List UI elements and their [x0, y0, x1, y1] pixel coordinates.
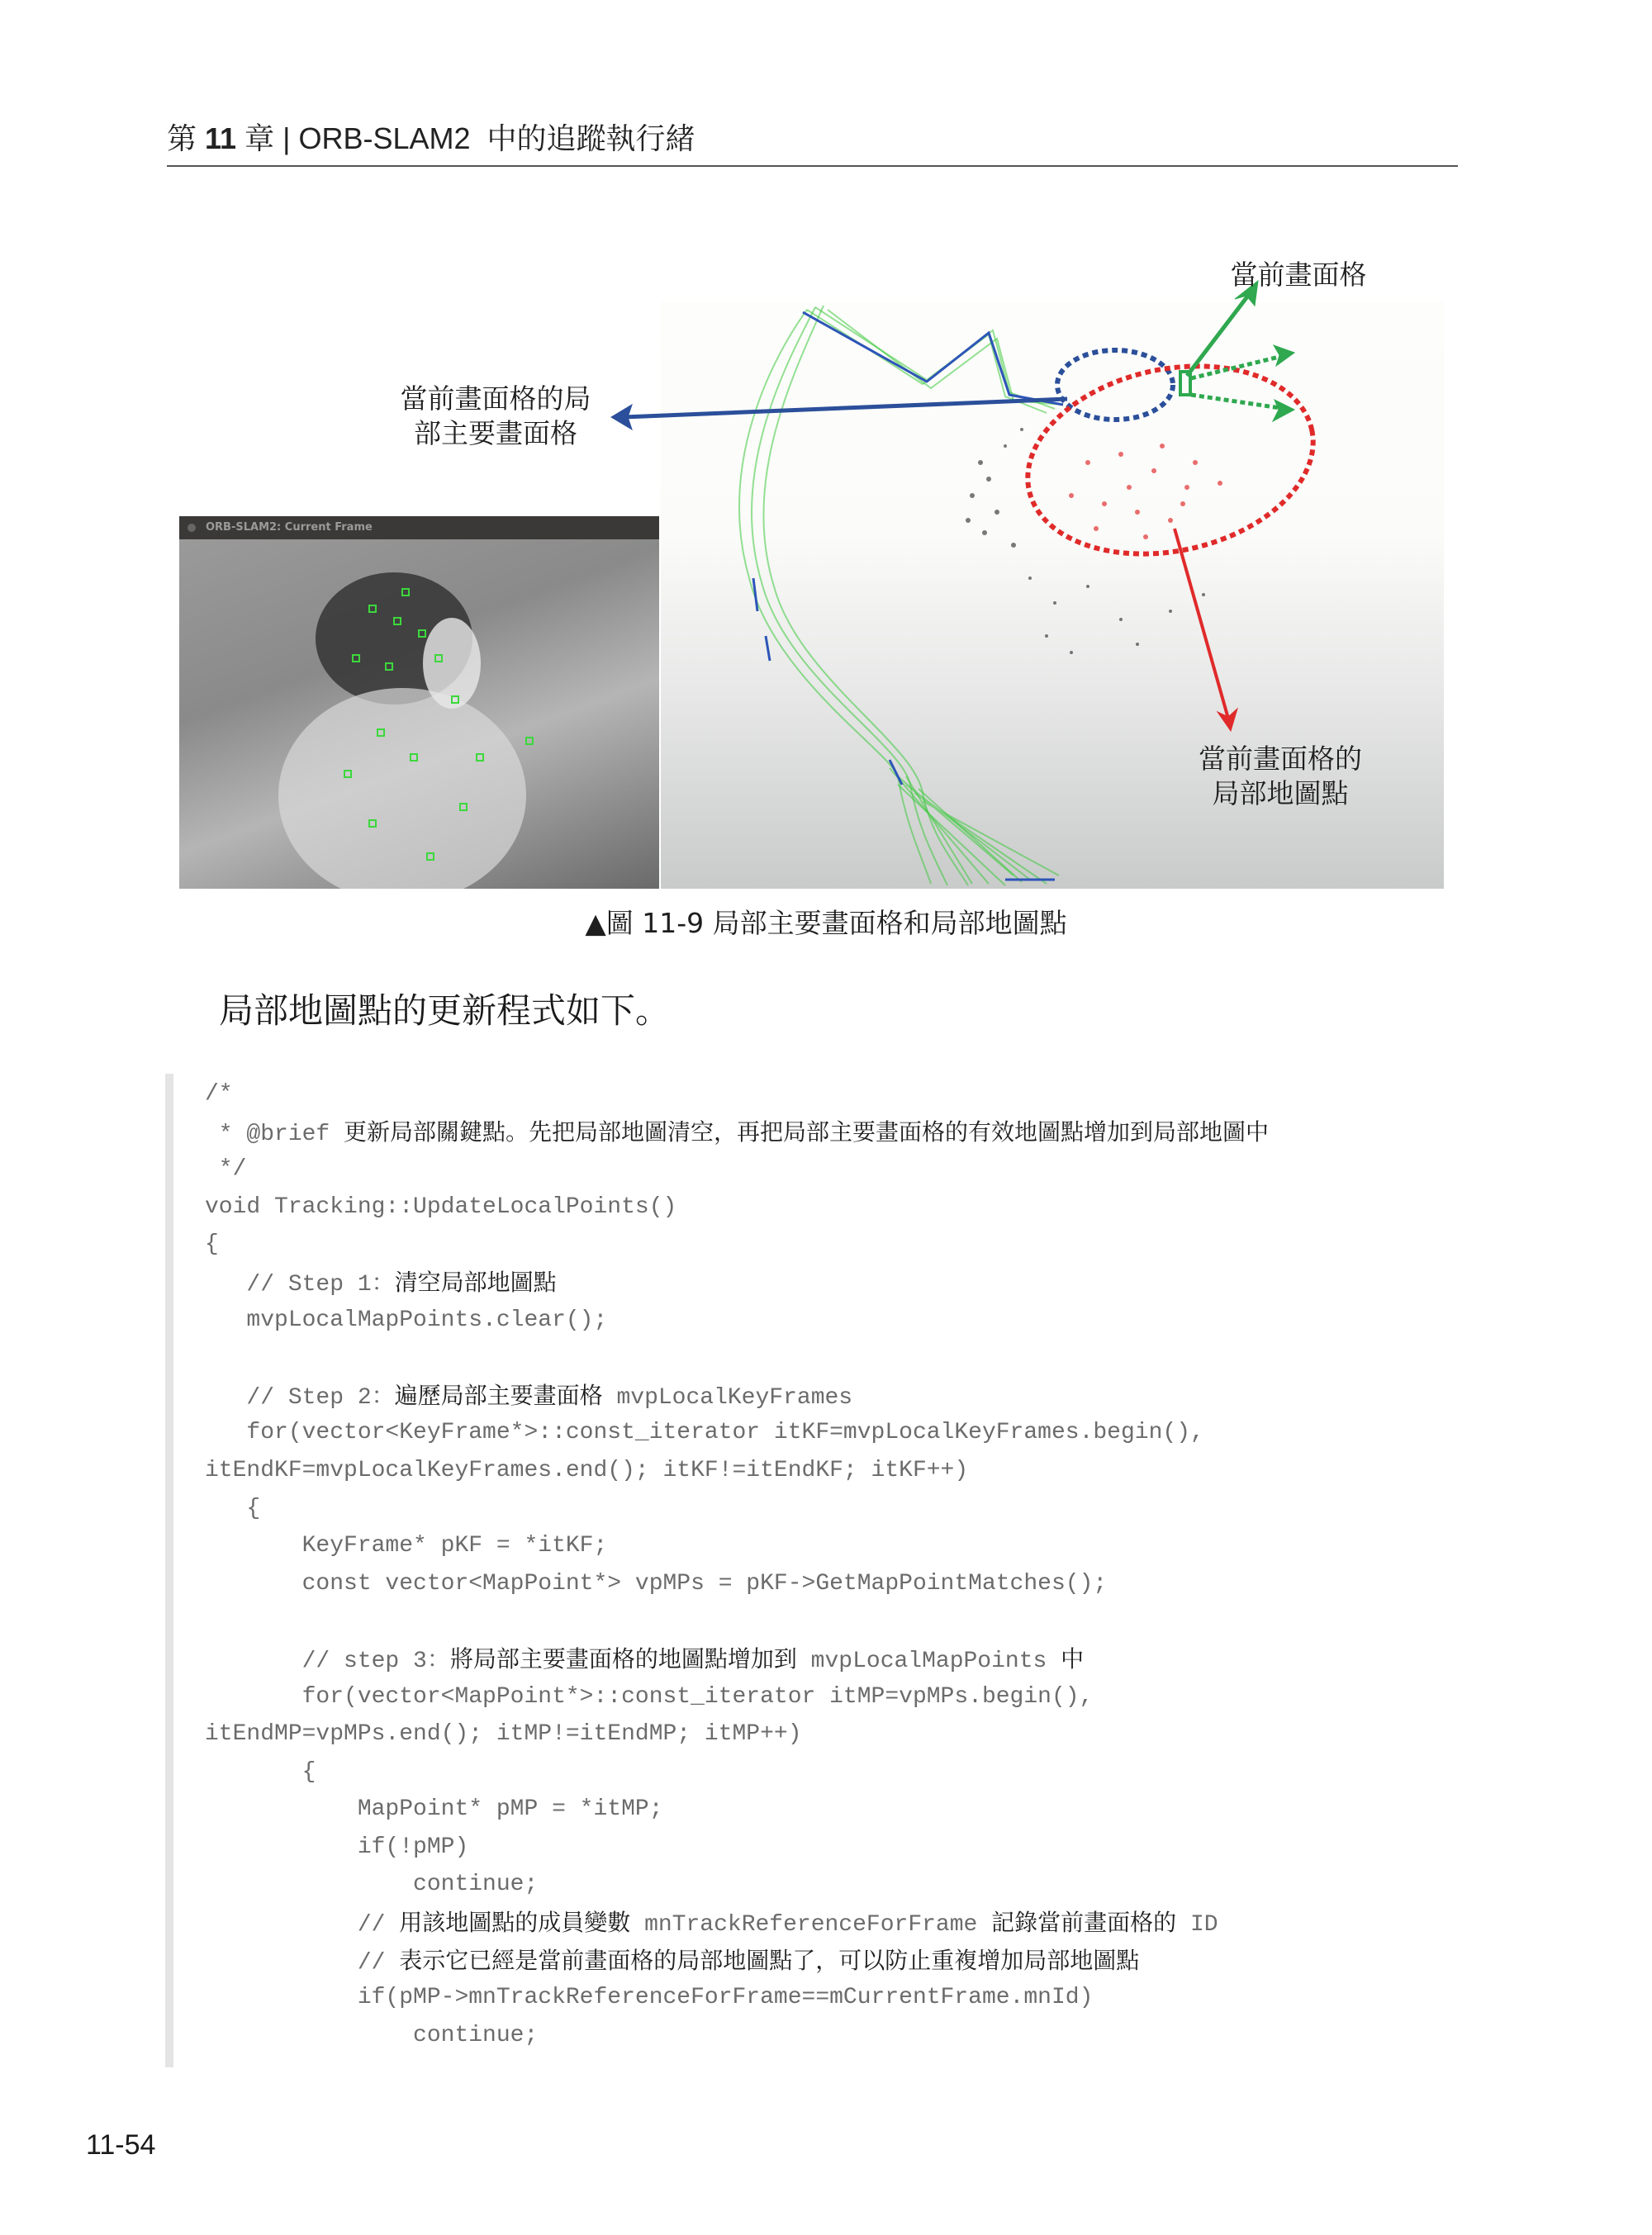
code-line	[205, 1602, 1427, 1640]
code-text: //	[205, 1912, 400, 1938]
code-comment-zh: 表示它已經是當前畫面格的局部地圖點了，可以防止重複增加局部地圖點	[399, 1946, 1140, 1974]
code-text: // Step 2：	[205, 1384, 395, 1411]
code-line	[205, 1490, 1427, 1528]
code-text: for(vector<MapPoint*>::const_iterator itMP=vpMPs.begin(),	[205, 1683, 1094, 1710]
code-text: //	[205, 1949, 400, 1976]
label-line-2: 局部地圖點	[1212, 777, 1349, 809]
code-line	[205, 1715, 1427, 1753]
code-text: const vector<MapPoint*> vpMPs = pKF->GetMapPointMatches();	[205, 1570, 1108, 1597]
local-map-points-ellipse	[1010, 341, 1331, 579]
camera-axis-arrows	[1191, 345, 1294, 421]
label-line-1: 當前畫面格的局	[400, 382, 591, 415]
code-text: {	[205, 1495, 261, 1521]
code-text: mvpLocalKeyFrames	[602, 1384, 853, 1411]
code-text: mvpLocalMapPoints.clear();	[205, 1307, 608, 1333]
window-title: ORB-SLAM2: Current Frame	[206, 521, 373, 534]
code-line	[205, 1189, 1427, 1227]
code-text: // step 3：	[205, 1648, 450, 1674]
caption-text: 圖 11-9 局部主要畫面格和局部地圖點	[605, 907, 1067, 939]
code-line	[205, 1452, 1427, 1490]
header-rule	[167, 165, 1458, 167]
code-comment-zh: 將局部主要畫面格的地圖點增加到	[449, 1644, 797, 1673]
code-line	[205, 1302, 1427, 1340]
feature-points	[179, 539, 659, 889]
code-line	[205, 1979, 1427, 2017]
code-text: ID	[1176, 1912, 1218, 1938]
code-line	[205, 1414, 1427, 1452]
chapter-suffix: 章	[236, 121, 283, 155]
code-text: KeyFrame* pKF = *itKF;	[205, 1533, 608, 1559]
code-text: * @brief	[205, 1121, 344, 1147]
window-titlebar	[179, 516, 659, 539]
code-line	[205, 1565, 1427, 1603]
keyframe-arrow	[611, 399, 1067, 429]
current-frame-window	[179, 516, 659, 889]
code-text: for(vector<KeyFrame*>::const_iterator itKF=mvpLocalKeyFrames.begin(),	[205, 1420, 1204, 1446]
code-line	[205, 1339, 1427, 1377]
page-number: 11-54	[86, 2129, 156, 2161]
running-header	[167, 121, 695, 157]
code-comment-zh: 記錄當前畫面格的	[991, 1909, 1177, 1937]
code-line	[205, 1829, 1427, 1867]
map-points	[966, 428, 1205, 654]
chapter-title: ORB-SLAM2 中的追蹤執行緒	[290, 121, 695, 155]
label-current-frame: 當前畫面格	[1230, 259, 1367, 291]
chapter-number: 11	[205, 121, 237, 155]
code-text: if(pMP->mnTrackReferenceForFrame==mCurrentFrame.mnId)	[205, 1985, 1094, 2011]
code-text: mvpLocalMapPoints	[796, 1648, 1061, 1674]
code-text: continue;	[205, 1872, 539, 1898]
code-text: if(!pMP)	[205, 1834, 469, 1860]
code-comment-zh: 用該地圖點的成員變數	[399, 1909, 631, 1937]
header-separator: |	[282, 121, 291, 155]
local-keyframes-ellipse	[1057, 350, 1173, 420]
label-local-keyframes	[330, 382, 661, 451]
code-line	[205, 1791, 1427, 1829]
code-line	[205, 1264, 1427, 1302]
code-text: continue;	[205, 2022, 539, 2048]
code-line	[205, 1151, 1427, 1189]
label-line-1: 當前畫面格的	[1199, 743, 1362, 775]
code-line	[205, 1678, 1427, 1716]
code-comment-zh: 清空局部地圖點	[394, 1268, 557, 1296]
code-line	[205, 1075, 1427, 1113]
code-line	[205, 1226, 1427, 1264]
code-comment-zh: 中	[1061, 1644, 1085, 1673]
code-text: MapPoint* pMP = *itMP;	[205, 1796, 663, 1823]
code-text: /*	[205, 1081, 233, 1107]
label-line-2: 部主要畫面格	[414, 417, 577, 449]
covisibility-graph	[739, 306, 1063, 885]
code-line	[205, 1866, 1427, 1904]
code-line	[205, 1640, 1427, 1678]
code-line	[205, 1904, 1427, 1942]
local-map-points	[1069, 444, 1222, 539]
camera-image	[179, 539, 659, 889]
code-text: void Tracking::UpdateLocalPoints()	[205, 1193, 677, 1220]
code-text: {	[205, 1758, 316, 1785]
window-close-icon	[188, 524, 196, 532]
code-text: // Step 1：	[205, 1271, 395, 1298]
code-text: itEndKF=mvpLocalKeyFrames.end(); itKF!=itEndKF; itKF++)	[205, 1457, 969, 1483]
code-text: itEndMP=vpMPs.end(); itMP!=itEndMP; itMP++)	[205, 1721, 802, 1748]
code-block-border	[165, 1074, 173, 2067]
code-line	[205, 2017, 1427, 2055]
code-text: mnTrackReferenceForFrame	[630, 1912, 992, 1938]
code-comment-zh: 遍歷局部主要畫面格	[394, 1381, 603, 1409]
code-comment-zh: 更新局部關鍵點。先把局部地圖清空，再把局部主要畫面格的有效地圖點增加到局部地圖中	[344, 1118, 1270, 1146]
code-line	[205, 1753, 1427, 1791]
figure-caption	[0, 907, 1652, 940]
code-line	[205, 1942, 1427, 1980]
code-line	[205, 1113, 1427, 1151]
label-local-map-points	[1181, 742, 1379, 811]
chapter-prefix: 第	[167, 121, 206, 155]
code-block	[205, 1075, 1427, 2054]
code-line	[205, 1527, 1427, 1565]
figure-11-9	[179, 248, 1444, 889]
caption-triangle-icon: ▲	[585, 907, 606, 939]
code-text: {	[205, 1231, 219, 1258]
code-line	[205, 1377, 1427, 1415]
code-text: */	[205, 1156, 247, 1183]
local-map-arrow	[1175, 529, 1237, 731]
body-paragraph: 局部地圖點的更新程式如下。	[219, 990, 671, 1031]
